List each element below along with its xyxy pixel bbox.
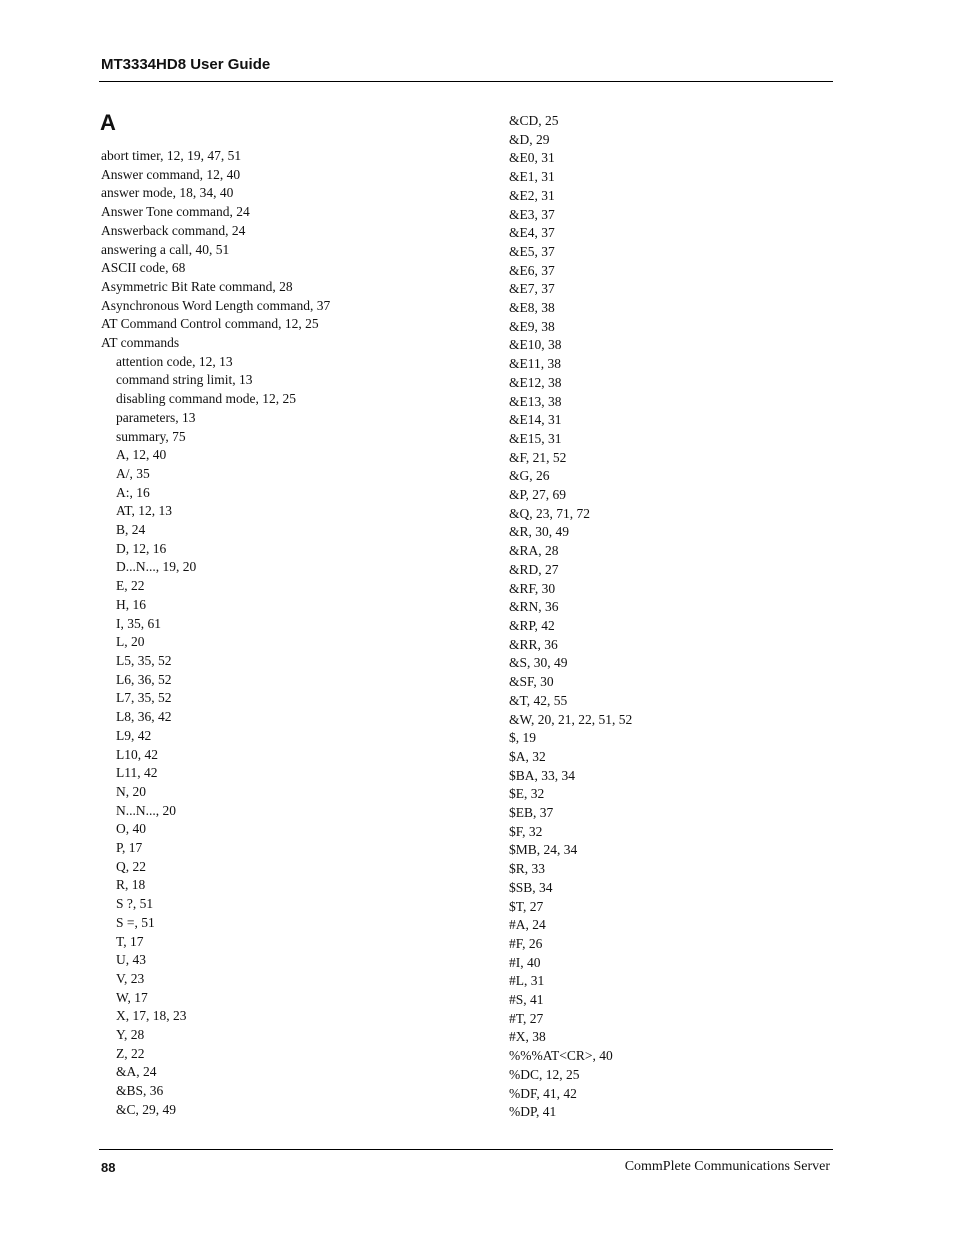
- index-entry: &E0, 31: [509, 150, 555, 166]
- index-entry: &R, 30, 49: [509, 524, 570, 540]
- index-entry: attention code, 12, 13: [116, 353, 233, 369]
- index-entry: &E12, 38: [509, 374, 562, 390]
- index-entry: I, 35, 61: [116, 615, 161, 631]
- index-entry: &RN, 36: [509, 599, 559, 615]
- index-entry: &E10, 38: [509, 337, 562, 353]
- index-entry: %DF, 41, 42: [509, 1085, 577, 1101]
- index-entry: &E9, 38: [509, 318, 555, 334]
- index-entry: &CD, 25: [509, 113, 559, 128]
- index-entry: &E4, 37: [509, 225, 555, 241]
- index-entry: &BS, 36: [116, 1083, 164, 1099]
- index-entry: parameters, 13: [116, 409, 196, 425]
- index-entry: $E, 32: [509, 786, 545, 802]
- index-entry: &E11, 38: [509, 356, 561, 372]
- index-entry: ASCII code, 68: [101, 260, 186, 276]
- index-entry: $A, 32: [509, 748, 546, 764]
- index-entry: answering a call, 40, 51: [101, 241, 230, 257]
- index-entry: &RA, 28: [509, 543, 559, 559]
- footer-product-name: CommPlete Communications Server: [624, 1159, 830, 1174]
- index-entry: H, 16: [116, 596, 146, 612]
- index-entry: $SB, 34: [509, 879, 553, 895]
- index-entry: &Q, 23, 71, 72: [509, 505, 590, 521]
- index-entry: Answer Tone command, 24: [101, 204, 250, 220]
- index-entry: S ?, 51: [116, 896, 154, 912]
- index-entry: #I, 40: [509, 954, 541, 970]
- index-entry: &RF, 30: [509, 580, 556, 596]
- index-entry: L6, 36, 52: [116, 671, 172, 687]
- index-entry: #X, 38: [509, 1029, 546, 1045]
- index-entry: &F, 21, 52: [509, 449, 567, 465]
- index-entry: B, 24: [116, 522, 146, 538]
- index-entry: &E13, 38: [509, 393, 562, 409]
- index-entry: E, 22: [116, 578, 145, 594]
- index-entry: $T, 27: [509, 898, 544, 914]
- index-entry: #S, 41: [509, 992, 544, 1008]
- index-entry: $R, 33: [509, 861, 546, 877]
- index-entry: Answer command, 12, 40: [101, 166, 241, 182]
- index-entry: AT, 12, 13: [116, 503, 172, 519]
- index-entry: command string limit, 13: [116, 372, 253, 388]
- index-entry: L, 20: [116, 634, 145, 650]
- index-entry: S =, 51: [116, 914, 155, 930]
- index-entry: &RR, 36: [509, 636, 558, 652]
- index-entry: %%%AT<CR>, 40: [509, 1048, 613, 1064]
- index-entry: Asymmetric Bit Rate command, 28: [101, 278, 293, 294]
- index-entry: &RD, 27: [509, 561, 559, 577]
- index-column-left: [101, 147, 330, 1120]
- index-entry: %DP, 41: [509, 1104, 557, 1120]
- index-entry: &E5, 37: [509, 243, 555, 259]
- index-entry: Z, 22: [116, 1045, 145, 1061]
- index-entry: Q, 22: [116, 858, 146, 874]
- index-entry: #L, 31: [509, 973, 545, 989]
- index-entry: L7, 35, 52: [116, 690, 172, 706]
- index-entry: &E15, 31: [509, 430, 562, 446]
- index-entry: O, 40: [116, 821, 146, 837]
- index-entry: D, 12, 16: [116, 540, 167, 556]
- index-entry: D...N..., 19, 20: [116, 559, 197, 575]
- index-entry: P, 17: [116, 840, 143, 856]
- index-entry: summary, 75: [116, 428, 186, 444]
- header-title: MT3334HD8 User Guide: [101, 56, 271, 73]
- index-entry: Answerback command, 24: [101, 222, 246, 238]
- index-entry: L5, 35, 52: [116, 652, 172, 668]
- index-entry: L9, 42: [116, 727, 152, 743]
- index-entry: &E8, 38: [509, 300, 555, 316]
- index-entry: disabling command mode, 12, 25: [116, 391, 296, 407]
- index-entry: #F, 26: [509, 935, 543, 951]
- index-entry: &D, 29: [509, 131, 550, 147]
- index-entry: L11, 42: [116, 765, 158, 781]
- index-entry: N...N..., 20: [116, 802, 176, 818]
- index-column-right: [509, 112, 632, 1122]
- index-entry: A:, 16: [116, 484, 150, 500]
- index-entry: Asynchronous Word Length command, 37: [101, 297, 331, 313]
- index-entry: U, 43: [116, 952, 146, 968]
- index-entry: &C, 29, 49: [116, 1101, 177, 1117]
- index-entry: &E14, 31: [509, 412, 562, 428]
- index-entry: &E6, 37: [509, 262, 555, 278]
- index-entry: &A, 24: [116, 1064, 157, 1080]
- index-entry: &E3, 37: [509, 206, 555, 222]
- index-entry: Y, 28: [116, 1027, 145, 1043]
- index-entry: R, 18: [116, 877, 146, 893]
- index-entry: #A, 24: [509, 917, 546, 933]
- index-entry: %DC, 12, 25: [509, 1066, 580, 1082]
- index-entry: A, 12, 40: [116, 447, 167, 463]
- index-section-letter: A: [100, 110, 116, 135]
- index-entry: abort timer, 12, 19, 47, 51: [101, 148, 242, 163]
- page-number: 88: [101, 1160, 116, 1175]
- index-entry: $, 19: [509, 730, 536, 746]
- index-entry: &E1, 31: [509, 169, 555, 185]
- index-entry: &RP, 42: [509, 617, 555, 633]
- index-entry: W, 17: [116, 989, 148, 1005]
- index-entry: X, 17, 18, 23: [116, 1008, 187, 1024]
- index-entry: #T, 27: [509, 1010, 544, 1026]
- index-entry: $F, 32: [509, 823, 543, 839]
- index-entry: $MB, 24, 34: [509, 842, 578, 858]
- index-entry: &T, 42, 55: [509, 692, 568, 708]
- index-entry: &S, 30, 49: [509, 655, 568, 671]
- index-entry: &E2, 31: [509, 187, 555, 203]
- index-entry: answer mode, 18, 34, 40: [101, 185, 234, 201]
- index-entry: &W, 20, 21, 22, 51, 52: [509, 711, 633, 727]
- index-entry: A/, 35: [116, 465, 150, 481]
- index-entry: L10, 42: [116, 746, 158, 762]
- footer-rule: [99, 1149, 833, 1150]
- index-entry: &P, 27, 69: [509, 487, 567, 503]
- index-entry: N, 20: [116, 783, 146, 799]
- index-entry: $EB, 37: [509, 805, 554, 821]
- index-entry: &G, 26: [509, 468, 550, 484]
- index-entry: AT commands: [101, 335, 180, 351]
- header-rule: [99, 81, 833, 82]
- index-entry: T, 17: [116, 933, 144, 949]
- index-entry: &E7, 37: [509, 281, 555, 297]
- index-entry: $BA, 33, 34: [509, 767, 576, 783]
- index-entry: L8, 36, 42: [116, 709, 172, 725]
- index-entry: AT Command Control command, 12, 25: [101, 316, 319, 332]
- index-entry: &SF, 30: [509, 674, 554, 690]
- index-entry: V, 23: [116, 970, 145, 986]
